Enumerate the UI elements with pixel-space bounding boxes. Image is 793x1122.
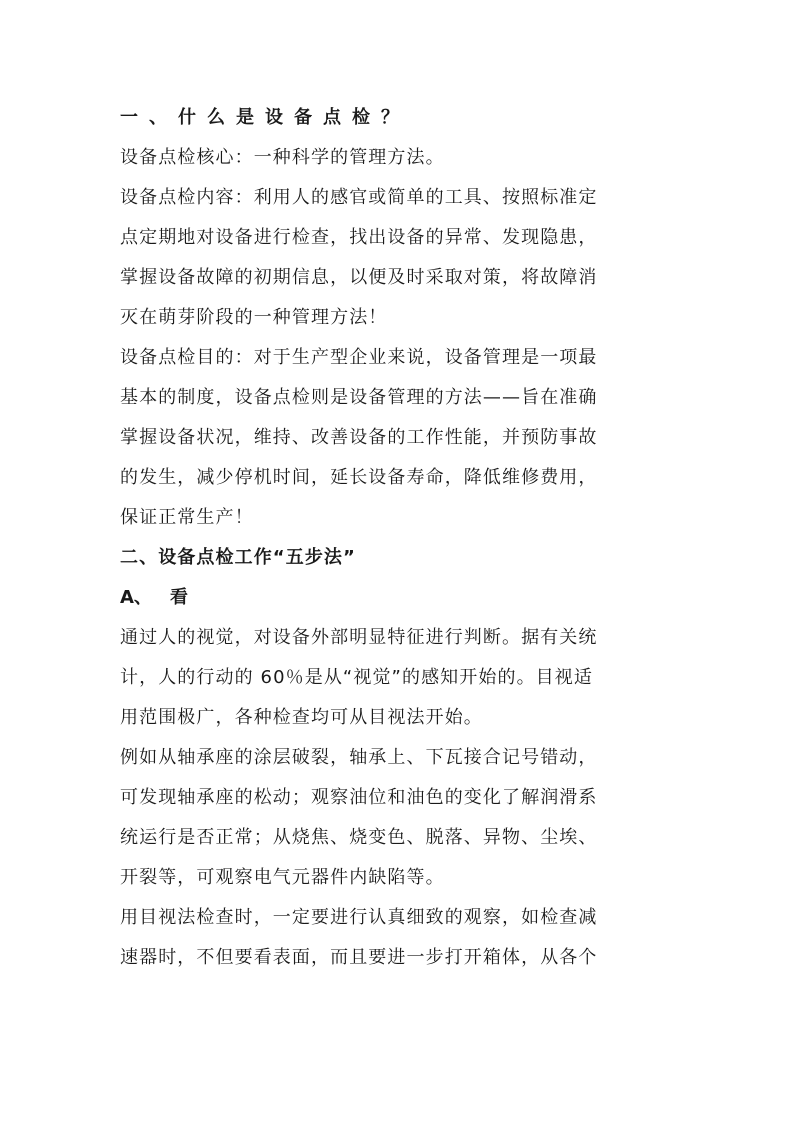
paragraph-line: 掌握设备状况，维持、改善设备的工作性能，并预防事故 bbox=[120, 427, 598, 448]
purpose-paragraph bbox=[120, 338, 676, 538]
paragraph-line: 速器时，不但要看表面，而且要进一步打开箱体，从各个 bbox=[120, 947, 598, 968]
paragraph-line: 计，人的行动的 60％是从“视觉”的感知开始的。目视适 bbox=[120, 667, 593, 688]
paragraph-line: 的发生，减少停机时间，延长设备寿命，降低维修费用， bbox=[120, 467, 598, 488]
paragraph-line: 用目视法检查时，一定要进行认真细致的观察，如检查减 bbox=[120, 907, 598, 928]
paragraph-line: 例如从轴承座的涂层破裂，轴承上、下瓦接合记号错动， bbox=[120, 747, 598, 768]
paragraph-line: 可发现轴承座的松动；观察油位和油色的变化了解润滑系 bbox=[120, 787, 598, 808]
section-heading-2: 二、设备点检工作“五步法” bbox=[120, 547, 356, 568]
paragraph-line: 通过人的视觉，对设备外部明显特征进行判断。据有关统 bbox=[120, 627, 598, 648]
subsection-title: 看 bbox=[169, 587, 188, 608]
paragraph-line: 统运行是否正常；从烧焦、烧变色、脱落、异物、尘埃、 bbox=[120, 827, 598, 848]
paragraph-line: 基本的制度，设备点检则是设备管理的方法——旨在准确 bbox=[120, 387, 598, 408]
paragraph-line: 用范围极广，各种检查均可从目视法开始。 bbox=[120, 707, 483, 728]
paragraph-line: 点定期地对设备进行检查，找出设备的异常、发现隐患， bbox=[120, 227, 598, 248]
look-paragraph-1 bbox=[120, 618, 676, 738]
content-paragraph bbox=[120, 178, 676, 338]
subsection-heading-a bbox=[120, 578, 676, 618]
paragraph-line: 开裂等，可观察电气元器件内缺陷等。 bbox=[120, 867, 445, 888]
subsection-label: A、 bbox=[120, 587, 152, 608]
section-heading-1: 一、什么是设备点检？ bbox=[120, 107, 410, 128]
look-paragraph-2 bbox=[120, 738, 676, 898]
paragraph-line: 设备点检目的：对于生产型企业来说，设备管理是一项最 bbox=[120, 347, 598, 368]
document-body bbox=[120, 98, 676, 978]
paragraph-line: 掌握设备故障的初期信息，以便及时采取对策，将故障消 bbox=[120, 267, 598, 288]
paragraph-line: 保证正常生产！ bbox=[120, 507, 254, 528]
core-paragraph: 设备点检核心：一种科学的管理方法。 bbox=[120, 147, 445, 168]
look-paragraph-3 bbox=[120, 898, 676, 978]
paragraph-line: 设备点检内容：利用人的感官或简单的工具、按照标准定 bbox=[120, 187, 598, 208]
paragraph-line: 灭在萌芽阶段的一种管理方法！ bbox=[120, 307, 388, 328]
